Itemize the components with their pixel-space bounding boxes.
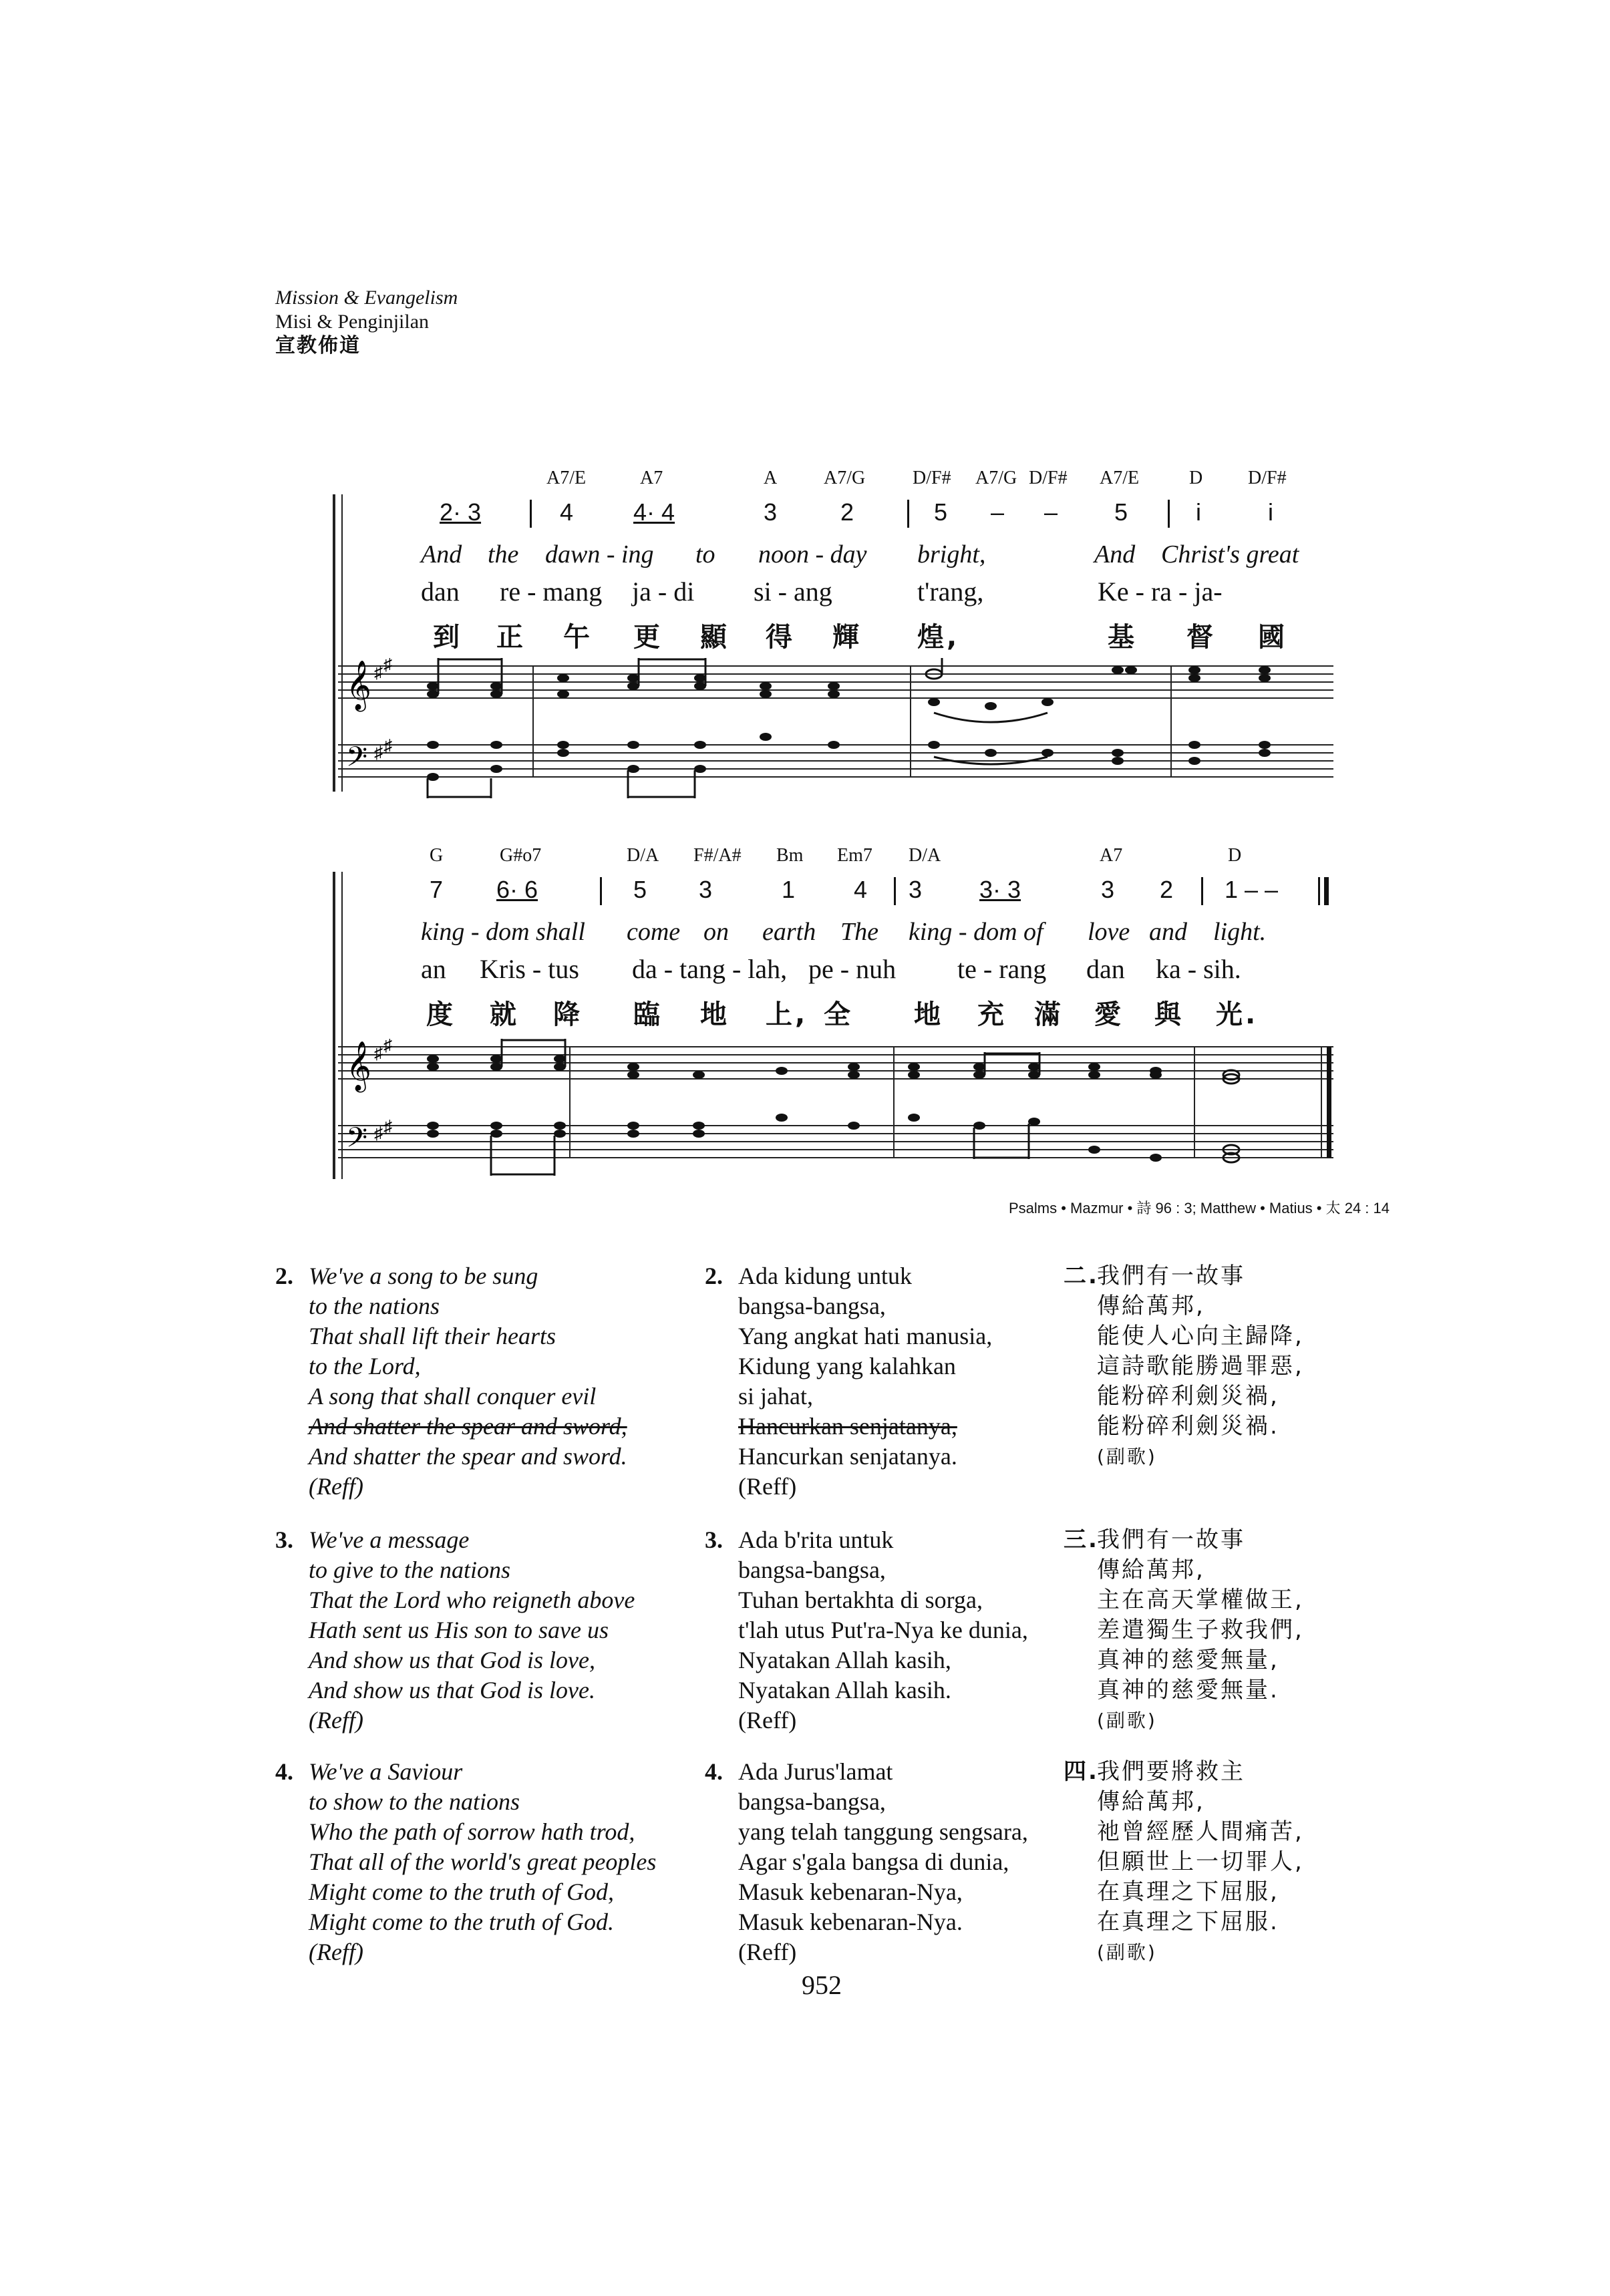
lyric-character: 午	[563, 622, 593, 653]
section-title-id: Misi & Penginjilan	[275, 311, 430, 333]
verse-line: Ada b'rita untuk	[738, 1526, 894, 1553]
verse-line: And shatter the spear and sword,	[309, 1413, 627, 1440]
lyric-character: 愛	[1094, 999, 1124, 1030]
verse-line: That all of the world's great peoples	[309, 1848, 657, 1875]
lyric-character: 督	[1186, 622, 1216, 653]
verse-line: to the Lord,	[309, 1353, 421, 1379]
verse-number: 4.	[275, 1758, 293, 1785]
lyric-syllable: an	[421, 954, 446, 984]
verse-line: Hancurkan senjatanya.	[738, 1443, 957, 1470]
lyric-syllable: dan	[421, 577, 460, 607]
verse-line: We've a song to be sung	[309, 1263, 538, 1289]
chord-symbol: Em7	[837, 845, 872, 866]
verse-line: Might come to the truth of God,	[309, 1878, 614, 1905]
verse-line: Kidung yang kalahkan	[738, 1353, 956, 1379]
lyric-syllable: come	[627, 918, 681, 946]
verse-line: Agar s'gala bangsa di dunia,	[738, 1848, 1009, 1875]
note-number: 4· 4	[633, 498, 675, 526]
lyric-character: 滿	[1034, 999, 1064, 1030]
verse-number: 三.	[1064, 1526, 1099, 1553]
lyric-syllable: bright,	[917, 540, 986, 568]
verse-line: Nyatakan Allah kasih,	[738, 1647, 951, 1673]
svg-text:♯: ♯	[383, 658, 392, 674]
chord-symbol: A7/E	[546, 468, 587, 488]
lyric-syllable: si - ang	[754, 577, 832, 607]
bass-clef-icon: 𝄢	[346, 1122, 368, 1160]
note-number: 1	[782, 876, 796, 903]
grand-staff	[333, 658, 1335, 798]
verse-line: yang telah tanggung sengsara,	[738, 1818, 1028, 1845]
lyric-character: 顯	[700, 622, 730, 653]
lyric-syllable: dan	[1086, 954, 1125, 984]
lyric-character: 充	[977, 999, 1007, 1030]
note-number: 2	[840, 498, 854, 526]
lyric-syllable: dawn - ing	[545, 540, 654, 568]
verse-line: Masuk kebenaran-Nya,	[738, 1878, 963, 1905]
verse-line: Tuhan bertakhta di sorga,	[738, 1587, 983, 1613]
verse-line: bangsa-bangsa,	[738, 1556, 886, 1583]
lyric-syllable: earth	[762, 918, 816, 946]
lyric-syllable: Kris - tus	[480, 954, 579, 984]
lyric-character: 與	[1154, 999, 1184, 1030]
lyric-character: 度	[426, 999, 456, 1030]
lyric-syllable: to	[695, 540, 715, 568]
lyric-character: 就	[490, 999, 519, 1030]
chord-symbol: A	[764, 468, 778, 488]
lyric-character: 國	[1258, 622, 1287, 653]
note-number: 3· 3	[979, 876, 1021, 903]
verse-line: to show to the nations	[309, 1788, 520, 1815]
verse-line: 真神的慈愛無量,	[1097, 1647, 1279, 1673]
noteheads	[427, 666, 1271, 781]
verse-line: 主在高天掌權做王,	[1097, 1587, 1304, 1613]
lyric-syllable: and	[1149, 918, 1187, 946]
lyric-syllable: The	[840, 918, 878, 946]
note-number: 4	[854, 876, 868, 903]
verse-line: 傳給萬邦,	[1097, 1788, 1205, 1815]
verse-line: (Reff)	[309, 1473, 363, 1500]
verse-number: 2.	[705, 1263, 723, 1289]
svg-text:♯: ♯	[374, 743, 383, 762]
note-number: 3	[764, 498, 778, 526]
bass-clef-icon: 𝄢	[346, 742, 368, 779]
verse-line: 但願世上一切罪人,	[1097, 1848, 1304, 1875]
lyric-syllable: Christ's great	[1161, 540, 1299, 568]
note-number: –	[1044, 498, 1058, 526]
note-number: 2· 3	[440, 498, 482, 526]
chord-symbol: D	[1189, 468, 1203, 488]
lyric-syllable: te - rang	[957, 954, 1047, 984]
verse-line: Ada kidung untuk	[738, 1263, 912, 1289]
lyric-character: 降	[553, 999, 583, 1030]
verse-line: And shatter the spear and sword.	[309, 1443, 627, 1470]
chord-symbol: D/F#	[1248, 468, 1287, 488]
lyric-character: 得	[766, 622, 795, 653]
note-number: 5	[633, 876, 647, 903]
lyric-character: 全	[824, 999, 853, 1030]
chord-symbol: A7/E	[1100, 468, 1140, 488]
verse-line: bangsa-bangsa,	[738, 1788, 886, 1815]
page-number: 952	[802, 1970, 842, 2000]
verse-line: Masuk kebenaran-Nya.	[738, 1909, 963, 1935]
verse-number: 3.	[275, 1526, 293, 1553]
chord-symbol: A7	[1100, 845, 1123, 866]
verse-number: 四.	[1064, 1758, 1099, 1785]
scripture-citation: Psalms • Mazmur • 詩 96 : 3; Matthew • Matius • 太 24 : 14	[1009, 1200, 1390, 1216]
lyric-syllable: light.	[1213, 918, 1267, 946]
verse-line: 差遣獨生子救我們,	[1097, 1617, 1304, 1643]
verse-line: Yang angkat hati manusia,	[738, 1323, 993, 1349]
lyric-syllable: love	[1088, 918, 1130, 946]
lyric-syllable: And	[421, 540, 462, 568]
verse-number: 2.	[275, 1263, 293, 1289]
lyric-character: 正	[496, 622, 526, 653]
lyric-character: 上,	[766, 999, 808, 1030]
note-number: i	[1196, 498, 1201, 526]
lyric-syllable: on	[703, 918, 729, 946]
verse-line: We've a Saviour	[309, 1758, 463, 1785]
note-number: 5	[934, 498, 948, 526]
lyric-syllable: re - mang	[500, 577, 603, 607]
chord-symbol: A7	[640, 468, 663, 488]
verse-line: to give to the nations	[309, 1556, 510, 1583]
verse-line: Hancurkan senjatanya,	[738, 1413, 957, 1440]
score-system-2	[333, 845, 1335, 1179]
note-number: 6· 6	[496, 876, 538, 903]
lyric-character: 臨	[633, 999, 663, 1030]
verse-line: (副歌)	[1097, 1446, 1157, 1468]
chord-symbol: D/F#	[1029, 468, 1068, 488]
note-number: 4	[560, 498, 574, 526]
lyric-syllable: da - tang - lah,	[632, 954, 788, 984]
verse-line: Who the path of sorrow hath trod,	[309, 1818, 635, 1845]
verse-line: And show us that God is love,	[309, 1647, 595, 1673]
verse-number: 4.	[705, 1758, 723, 1785]
section-title-en: Mission & Evangelism	[275, 287, 458, 309]
svg-text:♯: ♯	[383, 1039, 392, 1055]
verse-line: That the Lord who reigneth above	[309, 1587, 635, 1613]
grand-staff	[333, 1039, 1335, 1179]
lyric-syllable: ka - sih.	[1156, 954, 1241, 984]
verse-line: 我們有一故事	[1097, 1526, 1245, 1553]
verse-line: 能粉碎利劍災禍,	[1097, 1383, 1279, 1410]
chord-symbol: A7/G	[975, 468, 1017, 488]
lyric-syllable: t'rang,	[917, 577, 984, 607]
verse-line: We've a message	[309, 1526, 470, 1553]
treble-clef-icon: 𝄞	[346, 661, 371, 709]
note-number: i	[1268, 498, 1273, 526]
note-number: 3	[909, 876, 923, 903]
lyric-character: 輝	[832, 622, 862, 653]
lyric-syllable: king - dom of	[909, 918, 1043, 946]
note-number: –	[991, 498, 1005, 526]
verse-line: And show us that God is love.	[309, 1677, 595, 1703]
lyric-character: 更	[633, 622, 663, 653]
verse-line: (Reff)	[738, 1473, 797, 1500]
note-number: 3	[699, 876, 713, 903]
lyric-character: 光.	[1216, 999, 1259, 1030]
verse-line: 我們有一故事	[1097, 1263, 1245, 1289]
lyric-syllable: noon - day	[758, 540, 867, 568]
verse-line: (副歌)	[1097, 1709, 1157, 1732]
verse-line: (Reff)	[738, 1707, 797, 1734]
section-title-zh: 宣教佈道	[275, 334, 361, 357]
lyric-character: 地	[700, 999, 730, 1030]
verse-number: 3.	[705, 1526, 723, 1553]
lyric-syllable: And	[1094, 540, 1136, 568]
verse-line: (副歌)	[1097, 1941, 1157, 1963]
verse-line: (Reff)	[309, 1939, 363, 1965]
score-system-1	[333, 468, 1335, 792]
verse-line: bangsa-bangsa,	[738, 1293, 886, 1319]
verse-line: t'lah utus Put'ra-Nya ke dunia,	[738, 1617, 1028, 1643]
verse-line: That shall lift their hearts	[309, 1323, 556, 1349]
note-number: 3	[1101, 876, 1115, 903]
svg-text:♯: ♯	[374, 1043, 383, 1063]
verse-line: 我們要將救主	[1097, 1758, 1245, 1785]
svg-text:♯: ♯	[383, 736, 392, 756]
verse-line: (Reff)	[738, 1939, 797, 1965]
chord-symbol: Bm	[776, 845, 804, 866]
lyric-character: 到	[433, 622, 462, 653]
svg-text:♯: ♯	[383, 1117, 392, 1136]
note-number: 7	[430, 876, 444, 903]
verse-line: Might come to the truth of God.	[309, 1909, 614, 1935]
verse-line: 在真理之下屈服.	[1097, 1909, 1279, 1935]
lyric-syllable: the	[488, 540, 519, 568]
note-number: 1 – –	[1225, 876, 1279, 903]
verse-line: Nyatakan Allah kasih.	[738, 1677, 951, 1703]
verse-line: A song that shall conquer evil	[309, 1383, 597, 1410]
chord-symbol: D/F#	[913, 468, 951, 488]
lyric-character: 地	[914, 999, 943, 1030]
verse-line: si jahat,	[738, 1383, 813, 1410]
verse-line: Hath sent us His son to save us	[309, 1617, 609, 1643]
treble-clef-icon: 𝄞	[346, 1042, 371, 1090]
verse-line: 這詩歌能勝過罪惡,	[1097, 1353, 1304, 1379]
verse-line: 能使人心向主歸降,	[1097, 1323, 1304, 1349]
svg-text:♯: ♯	[374, 1124, 383, 1143]
lyric-syllable: Ke - ra - ja-	[1098, 577, 1223, 607]
verse-line: (Reff)	[309, 1707, 363, 1734]
verse-line: 傳給萬邦,	[1097, 1293, 1205, 1319]
chord-symbol: F#/A#	[693, 845, 742, 866]
verse-line: 在真理之下屈服,	[1097, 1878, 1279, 1905]
chord-symbol: D/A	[627, 845, 659, 866]
chord-symbol: D	[1228, 845, 1242, 866]
chord-symbol: G	[430, 845, 444, 866]
chord-symbol: A7/G	[824, 468, 866, 488]
note-number: 5	[1114, 498, 1128, 526]
lyric-character: 煌,	[917, 622, 960, 653]
svg-text:♯: ♯	[374, 663, 383, 682]
verse-line: Ada Jurus'lamat	[738, 1758, 893, 1785]
lyric-syllable: pe - nuh	[808, 954, 897, 984]
verse-line: to the nations	[309, 1293, 440, 1319]
lyric-character: 基	[1108, 622, 1137, 653]
verse-line: 祂曾經歷人間痛苦,	[1097, 1818, 1304, 1845]
verse-line: 能粉碎利劍災禍.	[1097, 1413, 1279, 1440]
chord-symbol: G#o7	[500, 845, 542, 866]
verse-line: 真神的慈愛無量.	[1097, 1677, 1279, 1703]
chord-symbol: D/A	[909, 845, 941, 866]
note-number: 2	[1160, 876, 1174, 903]
lyric-syllable: king - dom shall	[421, 918, 585, 946]
verse-number: 二.	[1064, 1263, 1099, 1289]
lyric-syllable: ja - di	[632, 577, 695, 607]
verse-line: 傳給萬邦,	[1097, 1556, 1205, 1583]
